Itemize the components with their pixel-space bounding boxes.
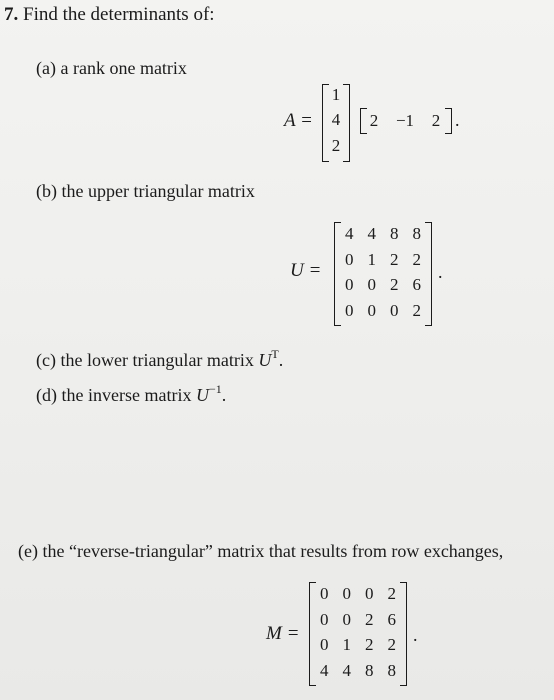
matrix-entry: 0	[320, 635, 329, 654]
matrix-entry: 0	[345, 275, 354, 294]
matrix-entry: 1	[342, 635, 351, 654]
matrix-entry: 8	[387, 660, 396, 680]
matrix-entry: 8	[412, 224, 421, 243]
problem-title: Find the determinants of:	[23, 4, 215, 25]
part-c-prefix: (c) the lower triangular matrix	[36, 350, 259, 370]
part-c-period: .	[278, 350, 284, 370]
matrix-entry: 0	[390, 300, 399, 320]
matrix-entry: 6	[412, 275, 421, 294]
matrix-entry: 4	[331, 110, 341, 130]
part-a-lhs-text: A =	[284, 110, 313, 131]
part-a-period: .	[455, 110, 460, 130]
part-a-column-vector	[322, 84, 350, 162]
matrix-entry: 8	[365, 660, 374, 680]
part-a-row-vector	[360, 108, 452, 134]
matrix-entry: 0	[342, 609, 351, 629]
part-d-prefix: (d) the inverse matrix	[36, 385, 196, 405]
matrix-entry: 0	[345, 300, 354, 320]
matrix-entry: 4	[320, 660, 329, 680]
part-d-label	[36, 382, 226, 406]
part-b-period: .	[438, 262, 443, 282]
matrix-entry: 1	[331, 85, 341, 104]
matrix-entry: 2	[431, 111, 441, 130]
matrix-entry: 2	[412, 300, 421, 320]
matrix-entry: 4	[342, 660, 351, 680]
matrix-entry: 2	[369, 111, 379, 130]
matrix-entry: 2	[365, 609, 374, 629]
part-c-symbol: U	[258, 350, 272, 370]
part-e-lhs-text: M =	[266, 623, 300, 644]
matrix-entry: 2	[390, 275, 399, 294]
part-a-label: (a) a rank one matrix	[36, 58, 187, 78]
matrix-entry: 0	[320, 609, 329, 629]
part-b-matrix	[334, 222, 432, 326]
matrix-entry: 2	[365, 635, 374, 654]
left-bracket	[334, 222, 341, 326]
matrix-entry: 2	[387, 635, 396, 654]
matrix-entry: 4	[345, 224, 354, 243]
matrix-entry: 0	[365, 584, 374, 603]
matrix-entry: 4	[367, 224, 376, 243]
matrix-entry: 2	[390, 249, 399, 269]
problem-heading	[4, 4, 215, 26]
part-b-label: (b) the upper triangular matrix	[36, 181, 255, 201]
matrix-entry: 2	[331, 135, 341, 155]
problem-number: 7.	[4, 4, 19, 25]
matrix-entry: 1	[367, 249, 376, 269]
part-e-period: .	[413, 625, 418, 645]
part-b-lhs-text: U =	[290, 260, 322, 281]
matrix-entry: 8	[390, 224, 399, 243]
matrix-entry: 0	[342, 584, 351, 603]
part-e-lhs	[266, 623, 299, 645]
right-bracket	[425, 222, 432, 326]
right-bracket	[445, 108, 452, 134]
part-d-symbol: U	[195, 385, 209, 405]
part-d-period: .	[221, 385, 227, 405]
matrix-entry: 0	[367, 300, 376, 320]
left-bracket	[309, 582, 316, 686]
matrix-entry: 2	[412, 249, 421, 269]
left-bracket	[322, 84, 329, 162]
part-a-lhs	[284, 110, 313, 132]
matrix-entry: 0	[320, 584, 329, 603]
left-bracket	[360, 108, 367, 134]
part-e-matrix	[309, 582, 407, 686]
matrix-entry: 0	[345, 249, 354, 269]
part-e-label: (e) the “reverse-triangular” matrix that results from row exchanges,	[18, 541, 504, 561]
part-c-label	[36, 347, 283, 371]
right-bracket	[400, 582, 407, 686]
matrix-entry: 0	[367, 275, 376, 294]
part-b-lhs	[290, 260, 321, 282]
right-bracket	[343, 84, 350, 162]
part-d-superscript: −1	[208, 382, 222, 396]
matrix-entry: 6	[387, 609, 396, 629]
matrix-entry: 2	[387, 584, 396, 603]
part-c-superscript: T	[271, 347, 279, 361]
matrix-entry: −1	[395, 111, 415, 130]
